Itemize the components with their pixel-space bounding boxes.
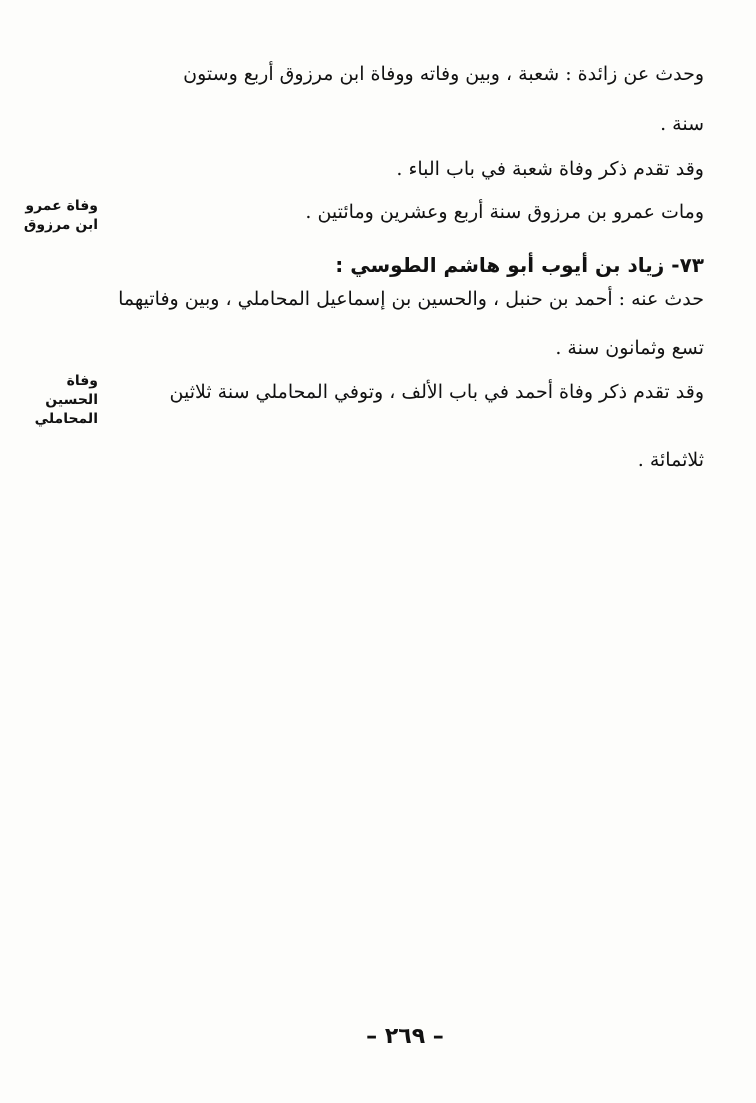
body-line-8: ثلاثمائة .: [637, 449, 704, 471]
margin-note-amr-line-1: وفاة عمرو: [25, 198, 98, 214]
body-line-4: ومات عمرو بن مرزوق سنة أربع وعشرين ومائتين .: [305, 201, 704, 223]
body-line-1: وحدث عن زائدة : شعبة ، وبين وفاته ووفاة ابن مرزوق أربع وستون: [183, 63, 704, 85]
page-number: – ٢٦٩ –: [366, 1024, 444, 1049]
entry-heading: ٧٣- زياد بن أيوب أبو هاشم الطوسي :: [335, 253, 704, 277]
body-line-2: سنة .: [660, 113, 704, 135]
margin-note-amr-line-2: ابن مرزوق: [23, 216, 98, 233]
margin-note-mahamili-line-2: الحسين: [45, 391, 98, 408]
margin-note-mahamili-line-1: وفاة: [66, 373, 98, 389]
body-line-6: تسع وثمانون سنة .: [555, 337, 704, 359]
margin-note-mahamili-line-3: المحاملي: [34, 410, 98, 427]
body-line-3: وقد تقدم ذكر وفاة شعبة في باب الباء .: [396, 158, 704, 180]
margin-note-amr: [8, 197, 98, 235]
body-line-7: وقد تقدم ذكر وفاة أحمد في باب الألف ، وتوفي المحاملي سنة ثلاثين: [169, 381, 704, 403]
body-line-5: حدث عنه : أحمد بن حنبل ، والحسين بن إسماعيل المحاملي ، وبين وفاتيهما: [118, 288, 704, 310]
margin-note-mahamili: [8, 372, 98, 429]
